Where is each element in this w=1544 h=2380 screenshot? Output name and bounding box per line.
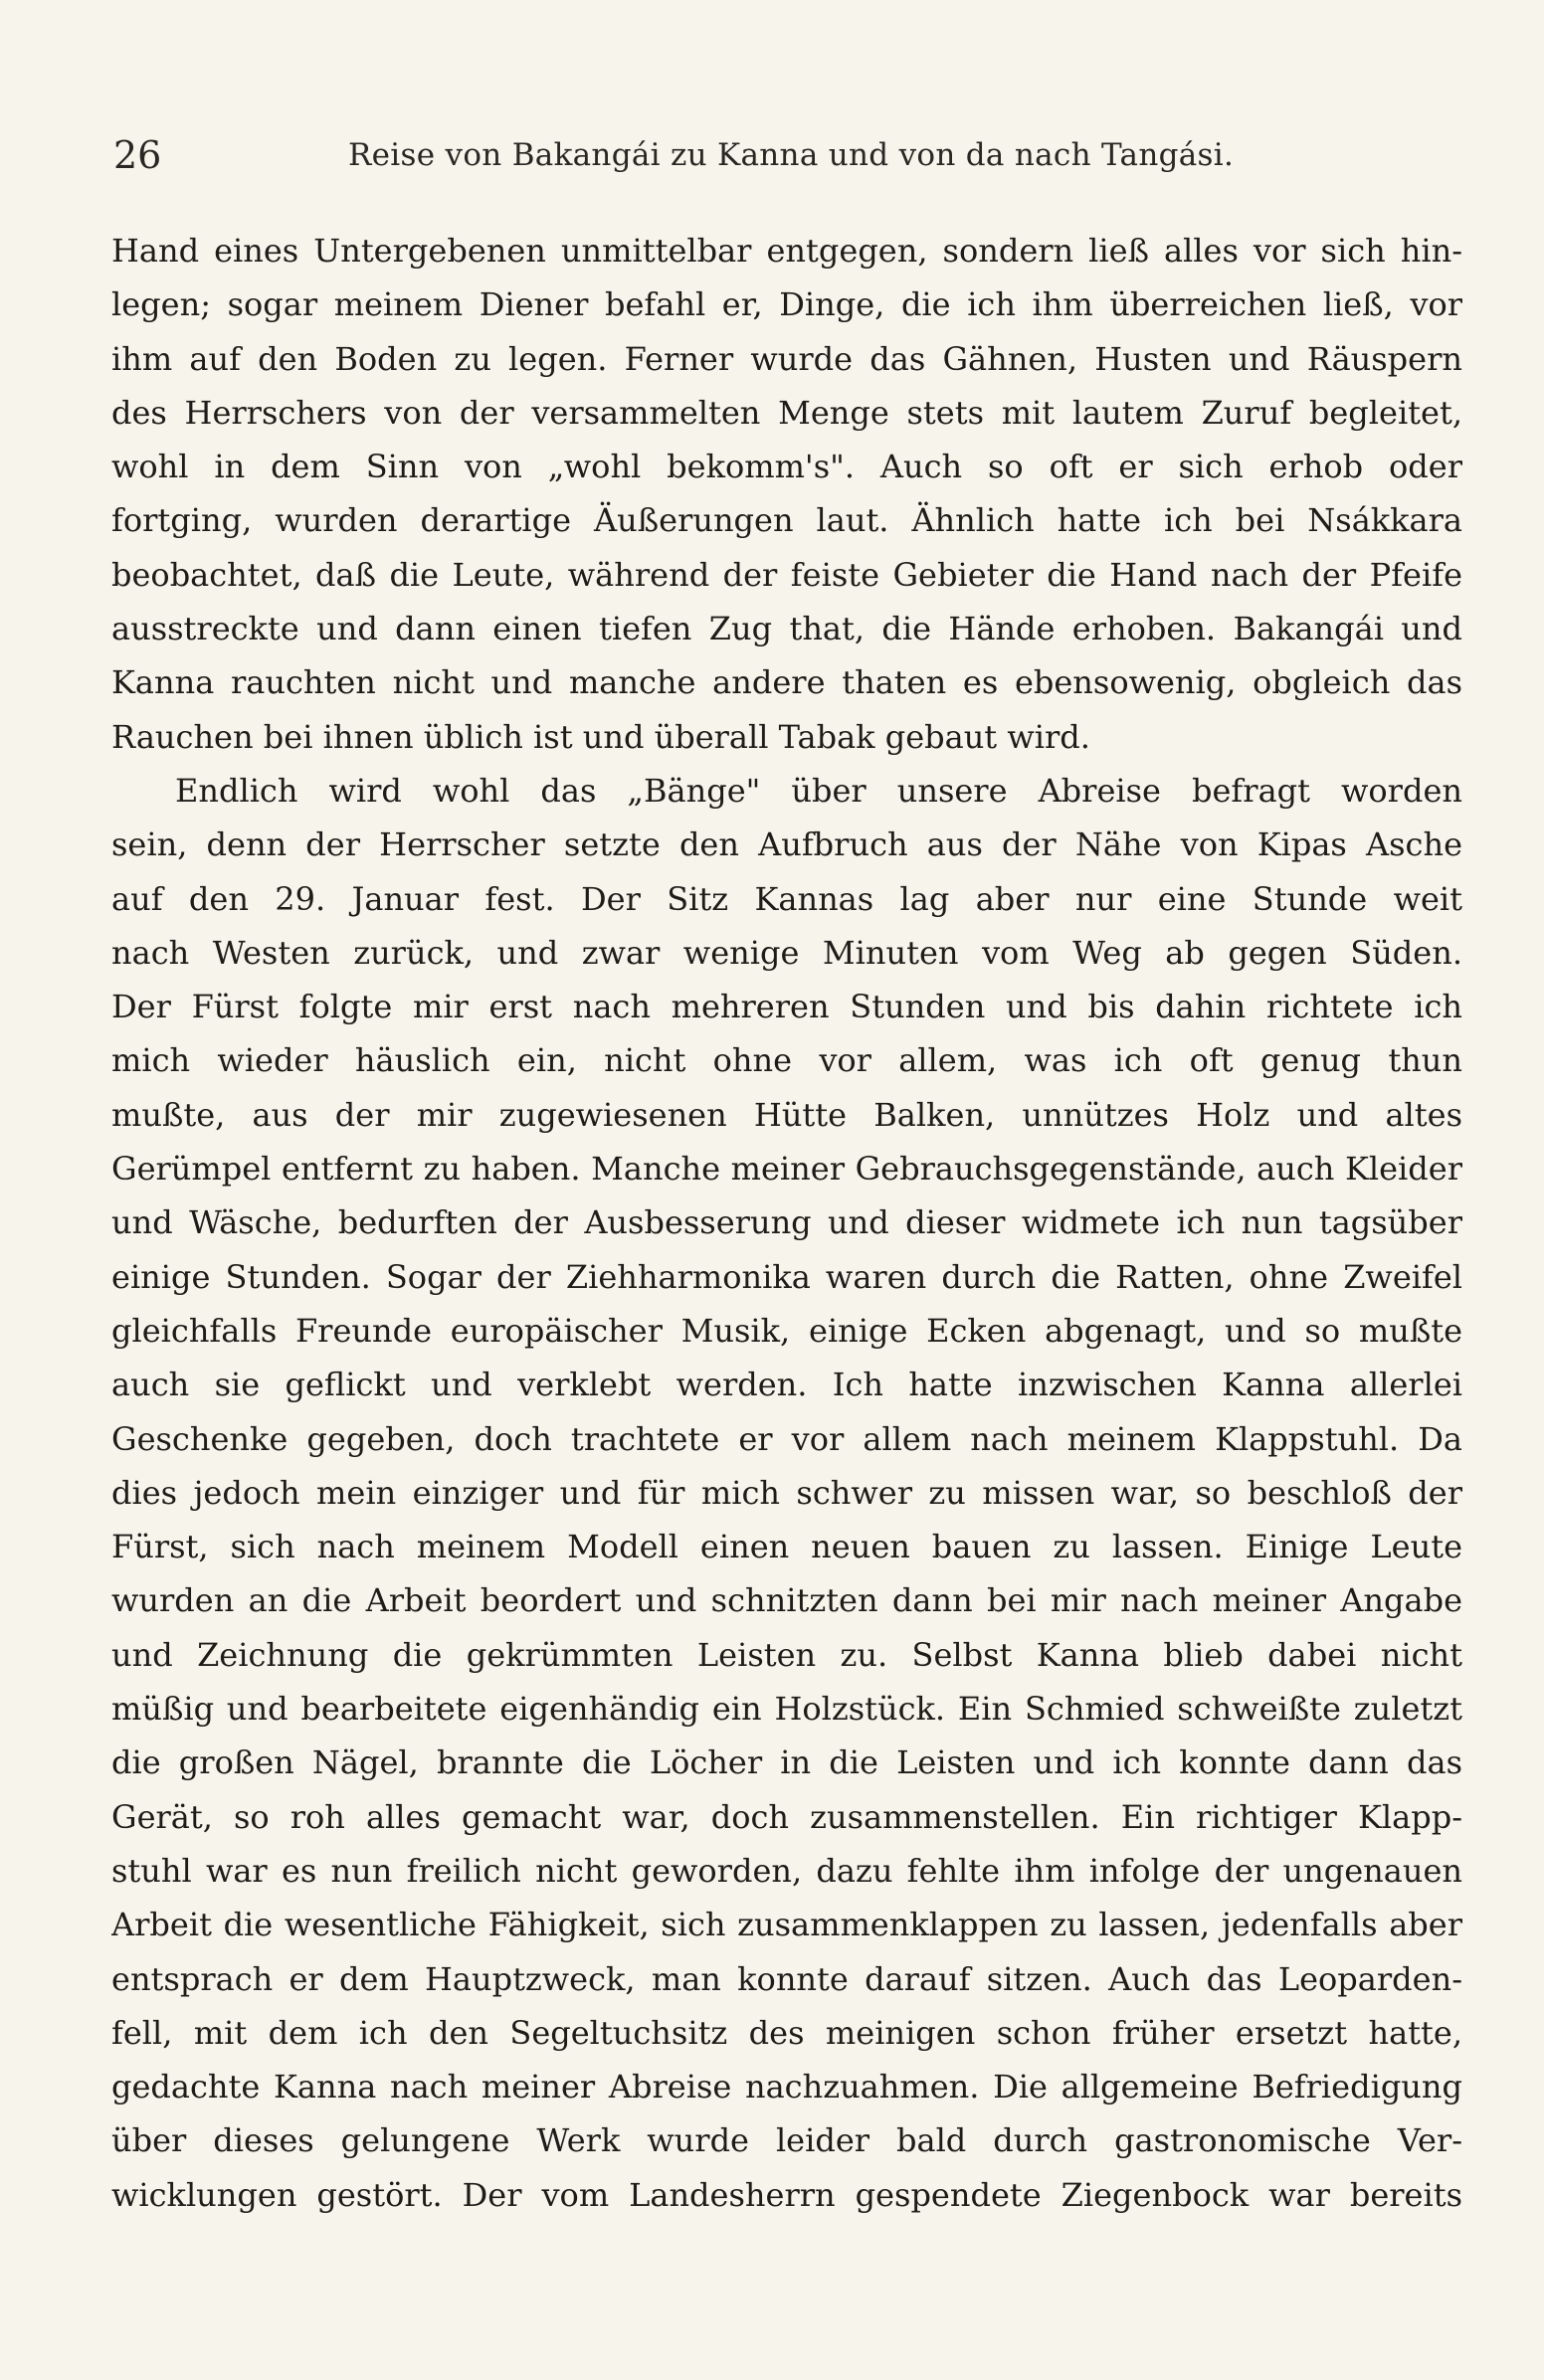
text-line: gedachte Kanna nach meiner Abreise nachzuahmen. Die allgemeine Befriedigung — [111, 2068, 1462, 2106]
text-line: dies jedoch mein einziger und für mich schwer zu missen war, so beschloß der — [111, 1473, 1462, 1512]
text-line: mich wieder häuslich ein, nicht ohne vor allem, was ich oft genug thun — [111, 1041, 1462, 1080]
text-line: Kanna rauchten nicht und manche andere thaten es ebensowenig, obgleich das — [111, 663, 1462, 702]
page-number: 26 — [113, 133, 162, 177]
text-line: Rauchen bei ihnen üblich ist und überall Tabak gebaut wird. — [111, 717, 1090, 756]
text-line: gleichfalls Freunde europäischer Musik, einige Ecken abgenagt, und so mußte — [111, 1311, 1462, 1350]
text-line: Endlich wird wohl das „Bänge" über unsere Abreise befragt worden — [175, 771, 1462, 810]
text-line: Fürst, sich nach meinem Modell einen neuen bauen zu lassen. Einige Leute — [111, 1528, 1462, 1566]
text-line: auch sie geflickt und verklebt werden. Ich hatte inzwischen Kanna allerlei — [111, 1366, 1462, 1404]
text-line: stuhl war es nun freilich nicht geworden, dazu fehlte ihm infolge der ungenauen — [111, 1851, 1462, 1890]
text-line: entsprach er dem Hauptzweck, man konnte darauf sitzen. Auch das Leoparden- — [111, 1959, 1462, 1998]
running-head — [109, 127, 1464, 183]
text-line: Gerät, so roh alles gemacht war, doch zusammenstellen. Ein richtiger Klapp- — [111, 1797, 1462, 1836]
text-line: wohl in dem Sinn von „wohl bekomm's". Auch so oft er sich erhob oder — [111, 448, 1462, 486]
text-line: des Herrschers von der versammelten Menge stets mit lautem Zuruf begleitet, — [111, 393, 1462, 432]
text-line: ausstreckte und dann einen tiefen Zug that, die Hände erhoben. Bakangái und — [111, 610, 1462, 648]
text-line: sein, denn der Herrscher setzte den Aufbruch aus der Nähe von Kipas Asche — [111, 825, 1462, 864]
text-line: Gerümpel entfernt zu haben. Manche meiner Gebrauchsgegenstände, auch Kleider — [111, 1150, 1462, 1189]
text-line: wurden an die Arbeit beordert und schnitzten dann bei mir nach meiner Angabe — [111, 1581, 1462, 1620]
text-line: beobachtet, daß die Leute, während der feiste Gebieter die Hand nach der Pfeife — [111, 555, 1462, 594]
text-line: Hand eines Untergebenen unmittelbar entgegen, sondern ließ alles vor sich hin- — [111, 232, 1462, 270]
running-title: Reise von Bakangái zu Kanna und von da nach Tangási. — [348, 137, 1235, 173]
text-line: Arbeit die wesentliche Fähigkeit, sich zusammenklappen zu lassen, jedenfalls aber — [111, 1906, 1462, 1944]
text-line: mußte, aus der mir zugewiesenen Hütte Balken, unnützes Holz und altes — [111, 1095, 1462, 1134]
text-line: auf den 29. Januar fest. Der Sitz Kannas lag aber nur eine Stunde weit — [111, 879, 1462, 918]
text-line: fell, mit dem ich den Segeltuchsitz des meinigen schon früher ersetzt hatte, — [111, 2013, 1462, 2052]
text-line: ihm auf den Boden zu legen. Ferner wurde das Gähnen, Husten und Räuspern — [111, 339, 1462, 378]
text-line: nach Westen zurück, und zwar wenige Minuten vom Weg ab gegen Süden. — [111, 933, 1462, 972]
text-line: und Zeichnung die gekrümmten Leisten zu. Selbst Kanna blieb dabei nicht — [111, 1635, 1462, 1674]
text-line: über dieses gelungene Werk wurde leider bald durch gastronomische Ver- — [111, 2121, 1462, 2160]
text-line: fortging, wurden derartige Äußerungen laut. Ähnlich hatte ich bei Nsákkara — [111, 501, 1462, 540]
text-line: Geschenke gegeben, doch trachtete er vor allem nach meinem Klappstuhl. Da — [111, 1419, 1462, 1458]
text-line: die großen Nägel, brannte die Löcher in die Leisten und ich konnte dann das — [111, 1743, 1462, 1782]
text-line: und Wäsche, bedurften der Ausbesserung und dieser widmete ich nun tagsüber — [111, 1203, 1462, 1242]
text-line: Der Fürst folgte mir erst nach mehreren Stunden und bis dahin richtete ich — [111, 988, 1462, 1026]
text-line: wicklungen gestört. Der vom Landesherrn gespendete Ziegenbock war bereits — [111, 2175, 1462, 2214]
text-line: einige Stunden. Sogar der Ziehharmonika waren durch die Ratten, ohne Zweifel — [111, 1257, 1462, 1296]
text-line: legen; sogar meinem Diener befahl er, Dinge, die ich ihm überreichen ließ, vor — [111, 285, 1462, 324]
body-text — [111, 224, 1462, 2222]
text-line: müßig und bearbeitete eigenhändig ein Holzstück. Ein Schmied schweißte zuletzt — [111, 1690, 1462, 1729]
